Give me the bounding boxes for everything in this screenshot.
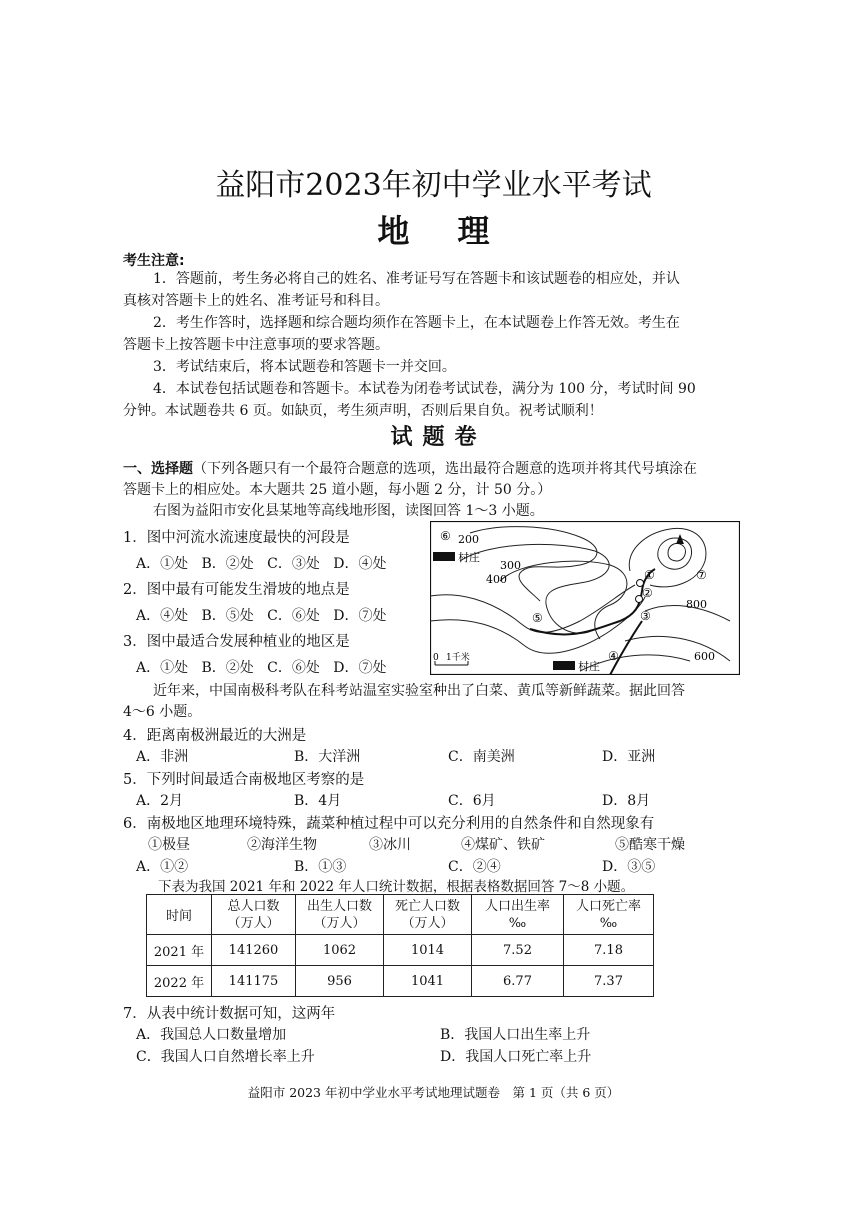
q6-item: ⑤酷寒干燥	[615, 837, 685, 853]
q2-option-c[interactable]: C．⑥处	[267, 608, 320, 624]
table-cell: 1062	[296, 935, 384, 966]
scale-unit: 1千米	[446, 653, 470, 663]
table-cell: 2022 年	[147, 966, 212, 997]
q4-option-c[interactable]: C．南美洲	[448, 749, 515, 765]
q6-option-b[interactable]: B．①③	[294, 859, 347, 875]
village-icon	[553, 661, 575, 670]
contour-label-300: 300	[500, 559, 521, 572]
table-cell: 141260	[212, 935, 296, 966]
q1-option-a[interactable]: A．①处	[136, 556, 189, 572]
notice-line: 3．考试结束后，将本试题卷和答题卡一并交回。	[153, 359, 456, 375]
q6-stem: 6．南极地区地理环境特殊，蔬菜种植过程中可以充分利用的自然条件和自然现象有	[123, 816, 655, 832]
point-marker	[636, 596, 643, 603]
q5-option-a[interactable]: A．2月	[136, 793, 184, 809]
antarctic-intro-2: 4～6 小题。	[123, 704, 202, 720]
table-header-row	[147, 895, 654, 935]
population-table	[146, 894, 654, 997]
point-3: ③	[640, 609, 651, 623]
q7-option-a[interactable]: A．我国总人口数量增加	[136, 1027, 287, 1043]
q4-option-a[interactable]: A．非洲	[136, 749, 189, 765]
contour-label-600: 600	[694, 650, 715, 663]
q6-option-a[interactable]: A．①②	[136, 859, 189, 875]
village-label: 村庄	[458, 551, 480, 564]
q5-option-c[interactable]: C．6月	[448, 793, 496, 809]
q4-option-d[interactable]: D．亚洲	[602, 749, 656, 765]
table-cell: 7.18	[564, 935, 654, 966]
part1-desc: （下列各题只有一个最符合题意的选项，选出最符合题意的选项并将其代号填涂在	[193, 461, 697, 477]
header-cell: 出生人口数 （万人）	[296, 895, 384, 935]
q1-options	[136, 553, 386, 573]
q7-stem: 7．从表中统计数据可知，这两年	[123, 1006, 336, 1022]
notice-heading: 考生注意:	[123, 253, 185, 269]
page-footer: 益阳市 2023 年初中学业水平考试地理试题卷 第 1 页（共 6 页）	[247, 1085, 620, 1100]
contour-label-800: 800	[686, 598, 707, 611]
antarctic-intro: 近年来，中国南极科考队在科考站温室实验室种出了白菜、黄瓜等新鲜蔬菜。据此回答	[153, 683, 685, 699]
notice-line: 4．本试卷包括试题卷和答题卡。本试卷为闭卷考试试卷，满分为 100 分，考试时间 90	[153, 381, 696, 397]
scale-bar	[433, 651, 470, 665]
part1-desc-2: 答题卡上的相应处。本大题共 25 道小题，每小题 2 分，计 50 分。）	[123, 482, 552, 498]
section-title: 试题卷	[390, 425, 487, 450]
q2-option-d[interactable]: D．⑦处	[333, 608, 387, 624]
q3-option-c[interactable]: C．⑥处	[267, 660, 320, 676]
table-cell: 1041	[384, 966, 472, 997]
table-cell: 6.77	[472, 966, 564, 997]
header-cell: 时间	[147, 895, 212, 935]
q5-option-d[interactable]: D．8月	[602, 793, 651, 809]
header-cell: 死亡人口数 （万人）	[384, 895, 472, 935]
part1-heading: 一、选择题	[123, 461, 193, 477]
q2-option-b[interactable]: B．⑤处	[201, 608, 254, 624]
point-1: ①	[644, 568, 655, 582]
q5-stem: 5．下列时间最适合南极地区考察的是	[123, 772, 365, 788]
table-cell: 7.52	[472, 935, 564, 966]
q2-stem: 2．图中最有可能发生滑坡的地点是	[123, 582, 350, 598]
subject-title: 地理	[377, 212, 538, 250]
q6-item: ②海洋生物	[247, 837, 317, 853]
table-cell: 2021 年	[147, 935, 212, 966]
q6-option-c[interactable]: C．②④	[448, 859, 501, 875]
village-label: 村庄	[578, 660, 600, 673]
point-4: ④	[608, 649, 619, 663]
table-cell: 141175	[212, 966, 296, 997]
table-row	[147, 935, 654, 966]
notice-line: 真核对答题卡上的姓名、准考证号和科目。	[123, 293, 389, 309]
q7-option-b[interactable]: B．我国人口出生率上升	[440, 1027, 591, 1043]
village-icon	[433, 552, 455, 561]
header-cell: 人口出生率 ‰	[472, 895, 564, 935]
q1-option-d[interactable]: D．④处	[333, 556, 387, 572]
table-cell: 1014	[384, 935, 472, 966]
q6-item: ④煤矿、铁矿	[461, 837, 545, 853]
part1-intro	[123, 458, 697, 480]
q7-option-c[interactable]: C．我国人口自然增长率上升	[136, 1049, 315, 1065]
q3-option-b[interactable]: B．②处	[201, 660, 254, 676]
q2-option-a[interactable]: A．④处	[136, 608, 189, 624]
header-cell: 人口死亡率 ‰	[564, 895, 654, 935]
header-cell: 总人口数 （万人）	[212, 895, 296, 935]
table-intro: 下表为我国 2021 年和 2022 年人口统计数据，根据表格数据回答 7～8 小题。	[158, 879, 635, 895]
point-marker	[637, 580, 644, 587]
table-cell: 956	[296, 966, 384, 997]
q5-option-b[interactable]: B．4月	[294, 793, 342, 809]
q3-option-a[interactable]: A．①处	[136, 660, 189, 676]
q7-option-d[interactable]: D．我国人口死亡率上升	[440, 1049, 592, 1065]
contour-label-400: 400	[486, 573, 507, 586]
q2-options	[136, 605, 386, 625]
q6-option-d[interactable]: D．③⑤	[602, 859, 656, 875]
notice-line: 分钟。本试题卷共 6 页。如缺页，考生须声明，否则后果自负。祝考试顺利！	[123, 403, 603, 419]
scale-zero: 0	[433, 653, 439, 663]
q1-option-c[interactable]: C．③处	[267, 556, 320, 572]
notice-line: 2．考生作答时，选择题和综合题均须作在答题卡上，在本试题卷上作答无效。考生在	[153, 315, 680, 331]
map-intro: 右图为益阳市安化县某地等高线地形图，读图回答 1～3 小题。	[153, 503, 544, 519]
q6-item: ③冰川	[369, 837, 411, 853]
q4-option-b[interactable]: B．大洋洲	[294, 749, 361, 765]
point-5: ⑤	[532, 611, 543, 625]
notice-line: 答题卡上按答题卡中注意事项的要求答题。	[123, 337, 389, 353]
point-7: ⑦	[696, 568, 707, 582]
contour-label-200: 200	[458, 533, 479, 546]
q4-stem: 4．距离南极洲最近的大洲是	[123, 728, 307, 744]
exam-title: 益阳市2023年初中学业水平考试	[215, 168, 652, 203]
point-6: ⑥	[440, 529, 451, 543]
q6-item: ①极昼	[148, 837, 190, 853]
table-row	[147, 966, 654, 997]
q1-stem: 1．图中河流水流速度最快的河段是	[123, 530, 350, 546]
q3-options	[136, 657, 386, 677]
contour-map	[430, 521, 740, 675]
q1-option-b[interactable]: B．②处	[201, 556, 254, 572]
q3-option-d[interactable]: D．⑦处	[333, 660, 387, 676]
point-2: ②	[642, 586, 653, 600]
q3-stem: 3．图中最适合发展种植业的地区是	[123, 634, 350, 650]
table-cell: 7.37	[564, 966, 654, 997]
notice-line: 1．答题前，考生务必将自己的姓名、准考证号写在答题卡和该试题卷的相应处，并认	[153, 271, 680, 287]
